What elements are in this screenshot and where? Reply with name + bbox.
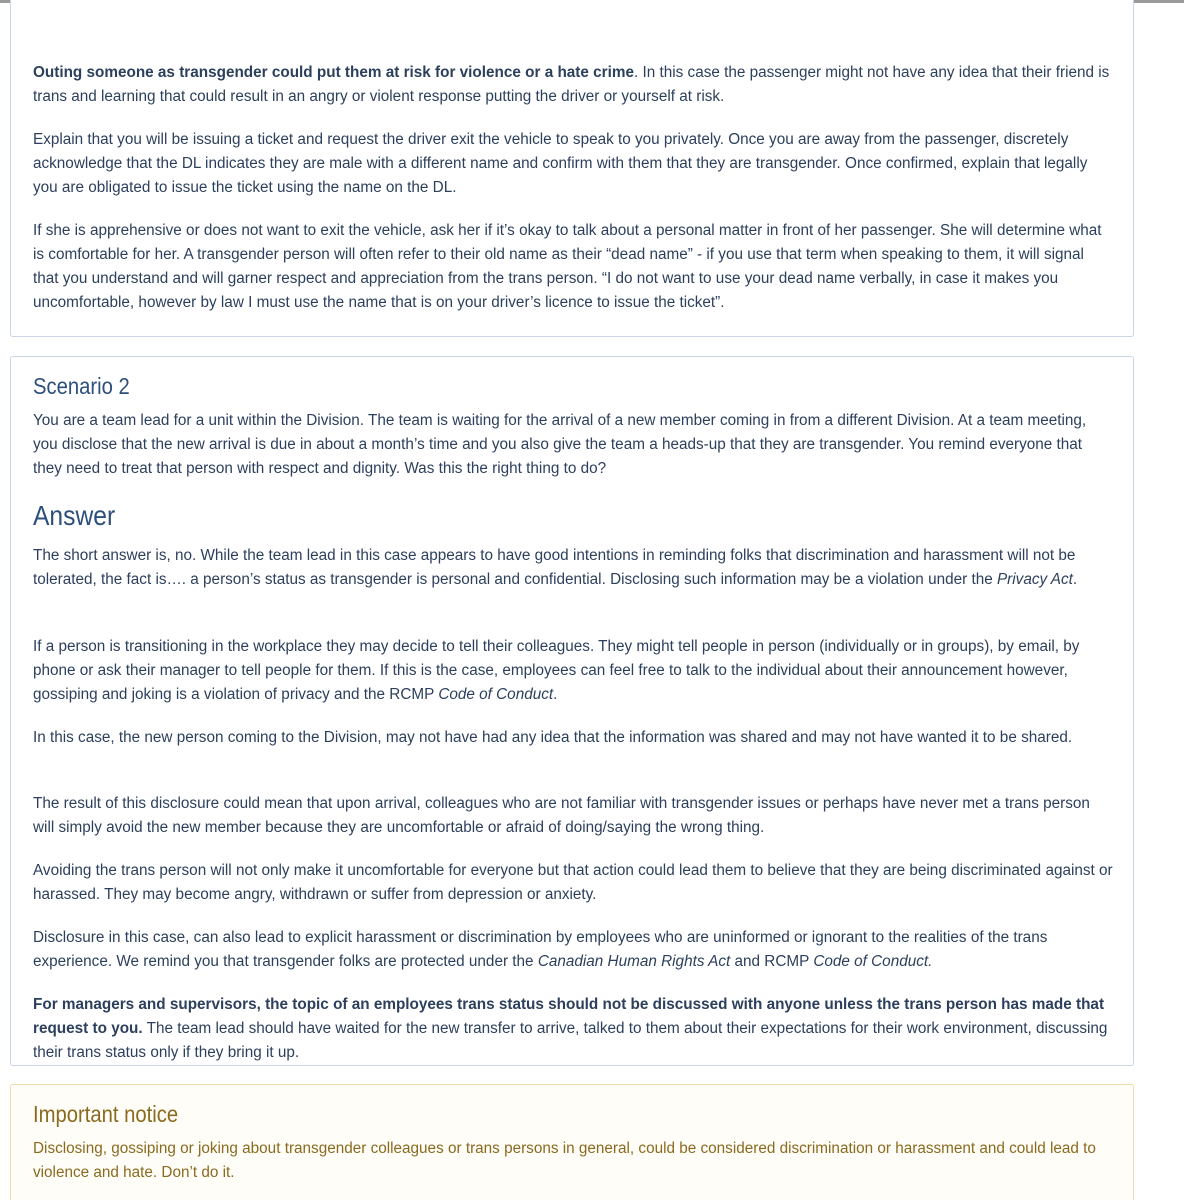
explicit-harassment-text: Disclosure in this case, can also lead to explicit harassment or discrimination by employees who are uninformed or ignorant to the realities of the trans experience. We remind you that transgender folks are protected under the	[33, 929, 1048, 970]
paragraph-dead-name: If she is apprehensive or does not want to exit the vehicle, ask her if it’s okay to talk about a personal matter in front of her passenger. She will determine what is comfortable for her. A transgender person will often refer to their old name as their “dead name” - if you use that term when speaking to them, it will signal that you understand and will garner respect and appreciation from the trans person. “I do not want to use your dead name verbally, in case it makes you uncomfortable, however by law I must use the name that is on your driver’s licence to issue the ticket”.	[33, 222, 1102, 311]
scenario-2-panel	[10, 356, 1134, 1066]
transitioning-text: If a person is transitioning in the workplace they may decide to tell their colleagues. They might tell people in person (individually or in groups), by email, by phone or ask their manager to tell people for them. If this is the case, employees can feel free to talk to the individual about their announcement however, gossiping and joking is a violation of privacy and the RCMP	[33, 638, 1080, 703]
explicit-harassment-mid: and RCMP	[730, 953, 814, 970]
answer-paragraph-transitioning	[33, 635, 1113, 707]
answer-paragraph-new-person: In this case, the new person coming to the Division, may not have had any idea that the information was shared and may not have wanted it to be shared.	[33, 729, 1073, 746]
short-answer-text: The short answer is, no. While the team lead in this case appears to have good intentions in reminding folks that discrimination and harassment will not be tolerated, the fact is…. a person’s status as transgender is personal and confidential. Disclosing such information may be a violation under the	[33, 547, 1076, 588]
code-of-conduct-reference-2: Code of Conduct.	[813, 953, 933, 970]
paragraph-outing-risk	[33, 61, 1113, 109]
code-of-conduct-reference: Code of Conduct	[438, 686, 554, 703]
short-answer-end: .	[1072, 571, 1078, 588]
answer-heading: Answer	[33, 500, 116, 531]
answer-paragraph-short-answer	[33, 544, 1113, 592]
answer-paragraph-avoiding: Avoiding the trans person will not only make it uncomfortable for everyone but that action could lead them to believe that they are being discriminated against or harassed. They may become angry, withdrawn or suffer from depression or anxiety.	[33, 862, 1113, 903]
managers-bold: For managers and supervisors, the topic of an employees trans status should not be discussed with anyone unless the trans person has made that request to you.	[33, 996, 1105, 1037]
scenario-2-title: Scenario 2	[33, 373, 130, 399]
privacy-act-reference: Privacy Act	[996, 571, 1073, 588]
important-notice-panel	[10, 1084, 1134, 1200]
important-notice-title: Important notice	[33, 1101, 179, 1127]
human-rights-act-reference: Canadian Human Rights Act	[537, 953, 731, 970]
answer-paragraph-managers	[33, 993, 1113, 1065]
outing-risk-bold: Outing someone as transgender could put them at risk for violence or a hate crime	[33, 64, 634, 81]
outing-risk-text: . In this case the passenger might not have any idea that their friend is trans and learning that could result in an angry or violent response putting the driver or yourself at risk.	[33, 64, 1110, 105]
answer-paragraph-disclosure-result: The result of this disclosure could mean that upon arrival, colleagues who are not familiar with transgender issues or perhaps have never met a trans person will simply avoid the new member because they are uncomfortable or afraid of doing/saying the wrong thing.	[33, 795, 1090, 836]
scenario-1-answer-panel	[10, 0, 1134, 337]
paragraph-issue-ticket: Explain that you will be issuing a ticket and request the driver exit the vehicle to speak to you privately. Once you are away from the passenger, discretely acknowledge that the DL indicates they are male with a different name and confirm with them that they are transgender. Once confirmed, explain that legally you are obligated to issue the ticket using the name on the DL.	[33, 131, 1088, 196]
scenario-2-question: You are a team lead for a unit within the Division. The team is waiting for the arrival of a new member coming in from a different Division. At a team meeting, you disclose that the new arrival is due in about a month’s time and you also give the team a heads-up that they are transgender. You remind everyone that they need to treat that person with respect and dignity. Was this the right thing to do?	[33, 412, 1087, 477]
answer-paragraph-explicit-harassment	[33, 926, 1113, 974]
transitioning-end: .	[553, 686, 558, 703]
important-notice-text: Disclosing, gossiping or joking about transgender colleagues or trans persons in general, could be considered discrimination or harassment and could lead to violence and hate. Don’t do it.	[33, 1140, 1096, 1181]
managers-text: The team lead should have waited for the new transfer to arrive, talked to them about their expectations for their work environment, discussing their trans status only if they bring it up.	[33, 1020, 1108, 1061]
